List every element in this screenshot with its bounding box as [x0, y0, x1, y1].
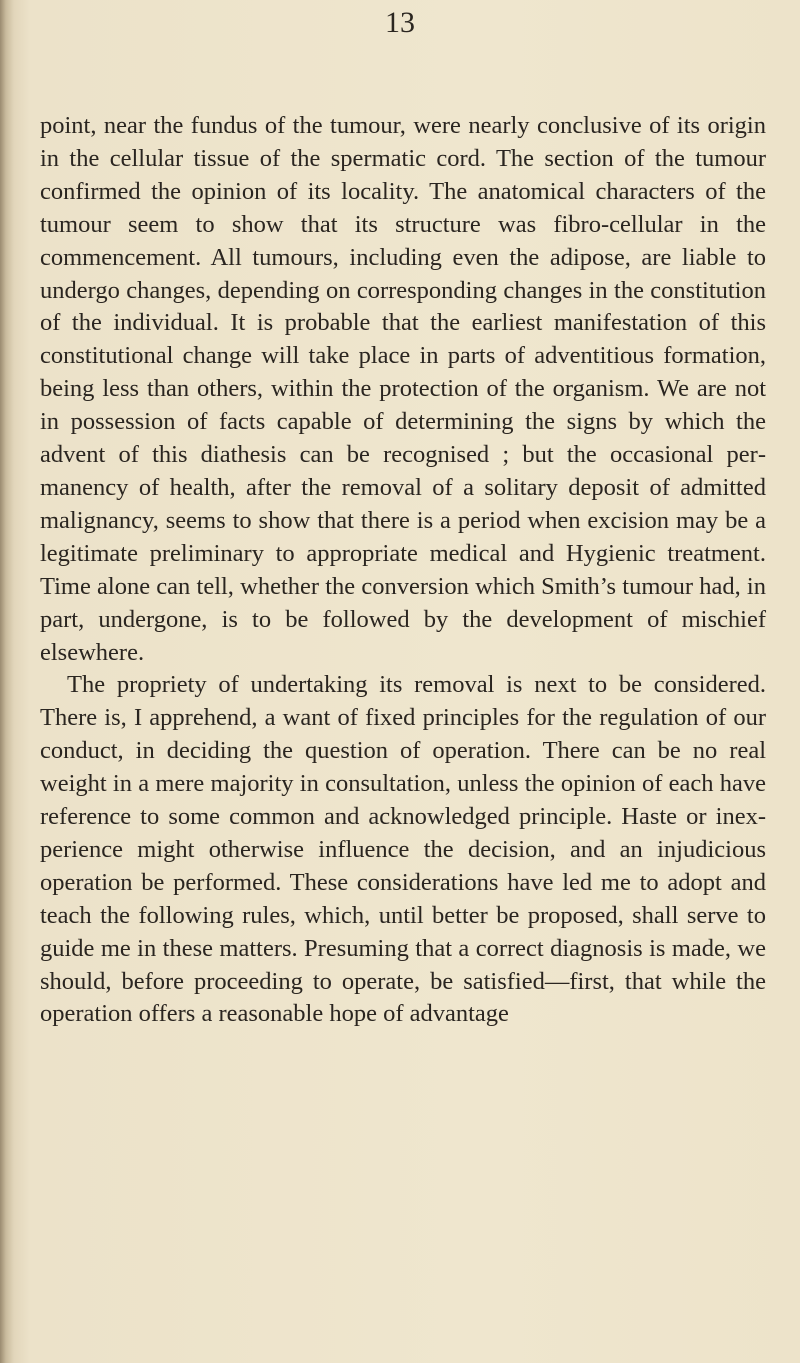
body-text [40, 110, 766, 1031]
page-number: 13 [385, 6, 415, 39]
paragraph-2: The propriety of undertaking its removal is next to be considered. There is, I apprehend, a want of fixed principles for the regulation of our conduct, in deciding the question of operation. There can be no real weight in a mere majority in consultation, unless the opinion of each have reference to some common and acknowledged principle. Haste or inexperience might otherwise influence the decision, and an injudicious operation be performed. These considerations have led me to adopt and teach the following rules, which, until better be proposed, shall serve to guide me in these matters. Presuming that a correct diagnosis is made, we should, before proceeding to operate, be satisfied—first, that while the operation offers a reasonable hope of advantage [40, 671, 766, 1028]
paragraph-1: point, near the fundus of the tumour, were nearly conclusive of its origin in the cellular tissue of the spermatic cord. The section of the tumour confirmed the opinion of its locality. The anatomical characters of the tumour seem to show that its structure was fibro-cellular in the commencement. All tumours, including even the adipose, are liable to undergo changes, depending on corresponding changes in the constitution of the individual. It is probable that the earliest manifestation of this constitutional change will take place in parts of adventitious formation, being less than others, within the protection of the organism. We are not in possession of facts capable of determining the signs by which the advent of this diathesis can be recognised ; but the occasional permanency of health, after the removal of a solitary deposit of admitted malignancy, seems to show that there is a period when excision may be a legitimate preliminary to appropriate medical and Hygienic treatment. Time alone can tell, whether the conversion which Smith’s tumour had, in part, undergone, is to be followed by the development of mischief elsewhere. [40, 112, 766, 666]
